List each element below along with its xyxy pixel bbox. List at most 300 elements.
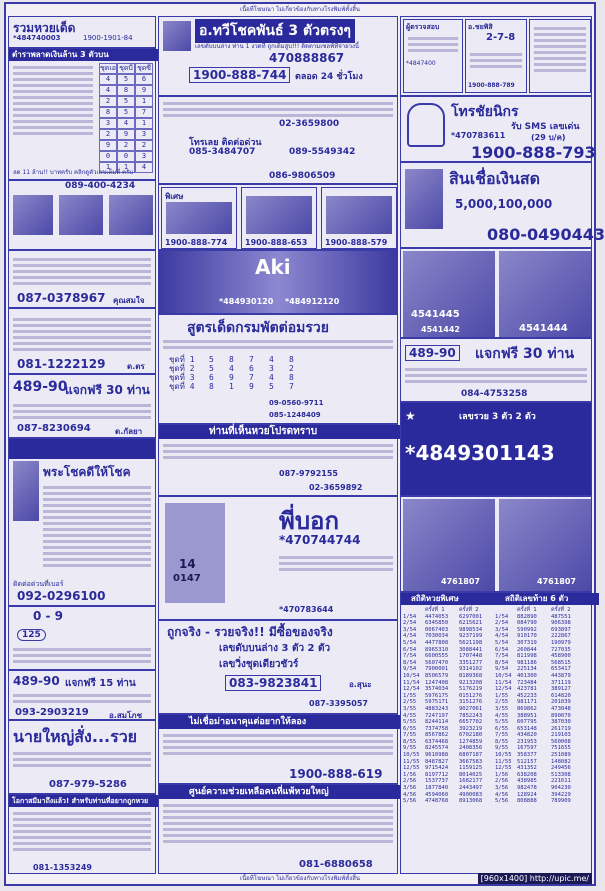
center-temple-phone-2: 02-3659892 xyxy=(309,483,363,492)
left-ad-3 xyxy=(8,308,156,374)
table-cell: 869862 xyxy=(517,705,537,712)
left-promo-490-code: 489-90 xyxy=(13,379,68,395)
table-cell: 882890 xyxy=(517,613,537,620)
table-cell: 9/55 xyxy=(495,745,509,752)
table-cell: 128924 xyxy=(517,791,537,798)
table-cell: 2/54 xyxy=(403,620,417,627)
center-top-phone: 1900-888-744 xyxy=(189,67,290,83)
table-cell: 3151276 xyxy=(459,699,483,706)
table-cell: 8244114 xyxy=(425,719,449,726)
table-cell: 7247197 xyxy=(425,712,449,719)
left-phone-2-name: คุณสมใจ xyxy=(113,296,145,305)
table-cell: 8965310 xyxy=(425,646,449,653)
table-cell: 811998 xyxy=(517,653,537,660)
center-sport-phone: 081-6880658 xyxy=(299,859,373,870)
table-cell: 890070 xyxy=(551,712,571,719)
table-cell: 5/55 xyxy=(495,719,509,726)
right-hot-badge-icon: ★ xyxy=(405,409,416,423)
table-cell: 387030 xyxy=(551,719,571,726)
table-cell: 8197712 xyxy=(425,771,449,778)
table-cell: 6345850 xyxy=(425,620,449,627)
right-photo-ads xyxy=(400,248,592,338)
table-cell: 4900083 xyxy=(459,791,483,798)
table-cell: 260844 xyxy=(517,646,537,653)
right-torsachai-price: (29 บ/ค) xyxy=(531,133,566,142)
center-top-sub: เลขดับบนล่าง ท่าน 1 งวดที่ ถูกเต็มสูบ!!! ติดตามเซลฟ์ที่จ่ายวงนี้ xyxy=(195,43,360,50)
table-cell: 401300 xyxy=(517,672,537,679)
center-temple-title: ท่านที่เห็นหวยโปรดทราบ xyxy=(159,425,445,439)
table-row xyxy=(403,752,589,759)
right-torsachai-ad xyxy=(400,96,596,162)
center-top-title: อ.ทวีโชคพันธ์ 3 ตัวตรงๆ xyxy=(195,19,355,43)
table-cell: 2/54 xyxy=(495,620,509,627)
table-row xyxy=(403,759,589,766)
image-caption: [960x1400] http://upic.me/ xyxy=(478,873,592,884)
table-cell: 473048 xyxy=(551,705,571,712)
left-top-ad xyxy=(8,16,156,48)
left-lucky-phone: 092-0296100 xyxy=(17,589,106,603)
left-phone-2: 087-0378967 xyxy=(17,291,106,305)
center-nobelief-phone: 1900-888-619 xyxy=(289,767,383,781)
table-cell: 222867 xyxy=(551,633,571,640)
center-winners-sub: เลขดับบนล่าง 3 ตัว 2 ตัว xyxy=(219,643,331,654)
table-cell: 5/54 xyxy=(403,639,417,646)
table-cell: 438985 xyxy=(517,778,537,785)
table-cell: 3/55 xyxy=(495,705,509,712)
left-phone-4-name: ด.ตร xyxy=(127,362,145,371)
center-winners-phone: 083-9823841 xyxy=(225,675,321,691)
table-row xyxy=(403,765,589,772)
right-promo-title: 489-90 xyxy=(405,345,460,361)
table-cell: 513308 xyxy=(551,771,571,778)
ticket-photo-1 xyxy=(13,195,53,235)
table-cell: 607795 xyxy=(517,719,537,726)
table-cell: 6/54 xyxy=(495,646,509,653)
table-cell: 7/55 xyxy=(495,732,509,739)
table-cell: 261719 xyxy=(551,725,571,732)
left-phone-3-name: ด.กัลยา xyxy=(115,427,143,436)
left-last-title: โอกาสมีมาถึงแล้ว! สำหรับท่านที่อยากถูกหวย xyxy=(9,795,158,807)
table-cell: 4/56 xyxy=(403,791,417,798)
table-cell: 7/55 xyxy=(403,732,417,739)
table-cell: 1682177 xyxy=(459,778,483,785)
left-promo-490-b xyxy=(8,670,156,720)
kiosk-3 xyxy=(321,187,397,249)
left-promo-490-text: แจกฟรี 30 ท่าน xyxy=(65,383,150,397)
table-cell: 723484 xyxy=(517,679,537,686)
table-row xyxy=(403,680,589,687)
center-phone-2: 089-5549342 xyxy=(289,147,356,157)
center-top-hours: ตลอด 24 ชั่วโมง xyxy=(295,72,363,82)
table-cell: 12/54 xyxy=(495,686,512,693)
center-aki-code-1: *484930120 xyxy=(219,297,274,306)
table-cell: 9314102 xyxy=(459,666,483,673)
table-cell: 904230 xyxy=(551,785,571,792)
table-cell: 443879 xyxy=(551,672,571,679)
table-cell: 487551 xyxy=(551,613,571,620)
center-aki-ad xyxy=(158,250,398,314)
left-last-phone: 081-1353249 xyxy=(33,863,92,872)
left-phone-5-name: อ.สมโภช xyxy=(109,711,142,720)
newspaper-page xyxy=(4,2,605,886)
table-cell: 8/55 xyxy=(495,738,509,745)
kiosk-2 xyxy=(241,187,317,249)
table-cell: 190979 xyxy=(551,639,571,646)
table-row xyxy=(403,745,589,752)
table-cell: 4883243 xyxy=(425,705,449,712)
left-formula-table: ชุดเอ ชุดบี ชุดซี 4 5 6 4 8 9 2 5 1 8 5 7 3 4 1 2 9 3 9 2 2 0 0 3 1 1 4 xyxy=(100,64,152,171)
right-promo-phone: 084-4753258 xyxy=(461,389,528,399)
table-cell: 5607470 xyxy=(425,659,449,666)
table-cell: 8014025 xyxy=(459,771,483,778)
table-cell: 5976175 xyxy=(425,692,449,699)
center-formula-table: ชุดที่ 1 5 8 7 4 8 ชุดที่ 2 5 4 6 3 2 ชุดที่ 3 6 9 7 4 8 ชุดที่ 4 8 1 9 5 7 xyxy=(169,355,294,391)
table-cell: 3/55 xyxy=(403,705,417,712)
table-cell: 167597 xyxy=(517,745,537,752)
table-row xyxy=(403,726,589,733)
table-cell: 1274859 xyxy=(459,738,483,745)
table-cell: 5975171 xyxy=(425,699,449,706)
left-boss-title: นายใหญ่สั่ง...รวย xyxy=(13,727,138,746)
center-winners-block xyxy=(158,620,398,714)
center-pikad-block xyxy=(158,496,398,620)
table-cell: 560008 xyxy=(551,738,571,745)
table-cell: 231953 xyxy=(517,738,537,745)
center-top-ad xyxy=(158,16,398,96)
right-top-ad-3 xyxy=(529,19,591,93)
table-cell: 6215621 xyxy=(459,620,483,627)
center-pikad-code: *470744744 xyxy=(279,533,361,547)
table-cell: 6/55 xyxy=(403,725,417,732)
right-top-phone: 1900-888-789 xyxy=(468,82,515,89)
right-top-ads xyxy=(400,16,592,96)
center-formula-phone-2: 085-1248409 xyxy=(269,411,321,419)
table-row xyxy=(403,627,589,634)
table-cell: 8913068 xyxy=(459,798,483,805)
center-nobelief-block xyxy=(158,714,398,784)
table-cell: 8245574 xyxy=(425,745,449,752)
table-row xyxy=(403,620,589,627)
table-cell: 9610988 xyxy=(425,752,449,759)
table-cell: 8189368 xyxy=(459,672,483,679)
table-cell: 4594060 xyxy=(425,791,449,798)
right-top-ad-2 xyxy=(465,19,527,93)
right-top-label-1: ผู้ตรวจสอบ xyxy=(406,23,440,31)
left-boss-phone: 087-979-5286 xyxy=(49,779,127,790)
card-number: 14 xyxy=(179,557,196,571)
left-lucky-block xyxy=(8,438,156,606)
table-cell: 2/55 xyxy=(403,699,417,706)
table-row xyxy=(403,647,589,654)
table-cell: 614820 xyxy=(551,692,571,699)
aeon-card xyxy=(405,169,443,229)
table-cell: 3088441 xyxy=(459,646,483,653)
right-torsachai-title: โทรชัยนิกร xyxy=(451,104,519,120)
table-cell: 5176219 xyxy=(459,686,483,693)
left-code-125: 125 xyxy=(17,629,46,641)
table-cell: 4/55 xyxy=(403,712,417,719)
center-phone: 085-3484707 xyxy=(189,147,256,157)
left-top-code: *484740003 xyxy=(13,34,61,42)
right-hot-code: *4849301143 xyxy=(405,441,555,465)
table-cell: 7374758 xyxy=(425,725,449,732)
table-cell: 5/54 xyxy=(495,639,509,646)
table-cell: 11/55 xyxy=(495,758,512,765)
center-kiosk-row xyxy=(158,184,398,250)
table-row xyxy=(403,653,589,660)
table-cell: 221611 xyxy=(551,778,571,785)
table-cell: 981186 xyxy=(517,659,537,666)
table-cell: 512157 xyxy=(517,758,537,765)
right-aeon-phone: 080-0490443 xyxy=(487,225,605,244)
center-bottom-phone: 087-3395057 xyxy=(309,699,368,708)
center-sport-block xyxy=(158,784,398,874)
table-row xyxy=(403,792,589,799)
center-nobelief-title: ไม่เชื่อม่าอนาคุแต่อยากให้ลอง xyxy=(159,715,425,729)
table-cell: 9715424 xyxy=(425,765,449,772)
table-cell: 7/54 xyxy=(495,653,509,660)
table-cell: 5621198 xyxy=(459,639,483,646)
center-phone-3: 086-9806509 xyxy=(269,171,336,181)
table-row xyxy=(403,693,589,700)
center-call-label: โทรเลย ติดต่อด่วน xyxy=(189,138,262,148)
left-phone-3: 087-8230694 xyxy=(17,423,91,434)
left-lucky-title: พระโชคดีให้โชค xyxy=(43,465,131,479)
table-cell: 808888 xyxy=(517,798,537,805)
table-cell: 3351277 xyxy=(459,659,483,666)
card-number-2: 0147 xyxy=(173,573,201,584)
table-cell: 7900001 xyxy=(425,666,449,673)
table-cell: 910170 xyxy=(517,633,537,640)
right-torsachai-code: *470783611 xyxy=(451,131,506,140)
table-row xyxy=(403,706,589,713)
table-cell: 9/54 xyxy=(495,666,509,673)
kiosk-1-title: พิเศษ xyxy=(165,192,184,201)
table-cell: 371119 xyxy=(551,679,571,686)
table-cell: 11/54 xyxy=(495,679,512,686)
table-cell: 6374468 xyxy=(425,738,449,745)
table-row xyxy=(403,633,589,640)
table-cell: 653417 xyxy=(551,666,571,673)
table-row xyxy=(403,660,589,667)
right-promo-text: แจกฟรี 30 ท่าน xyxy=(475,346,575,362)
ticket-photo-2 xyxy=(59,195,103,235)
table-cell: 423781 xyxy=(517,686,537,693)
table-cell: 982478 xyxy=(517,785,537,792)
right-hot-title: เลขรวย 3 ตัว 2 ตัว xyxy=(459,412,536,422)
table-cell: 10/55 xyxy=(495,752,512,759)
table-row xyxy=(403,785,589,792)
table-cell: 219103 xyxy=(551,732,571,739)
table-cell: 084790 xyxy=(517,620,537,627)
table-cell: 8567862 xyxy=(425,732,449,739)
table-cell: 789909 xyxy=(551,798,571,805)
table-cell: 0067403 xyxy=(425,626,449,633)
left-lucky-phone-text: ติดต่อด่วนที่เบอร์ xyxy=(13,580,64,588)
table-cell: 8/55 xyxy=(403,738,417,745)
table-cell: 9/55 xyxy=(403,745,417,752)
right-torsachai-phone: 1900-888-793 xyxy=(471,143,596,162)
table-cell: 693897 xyxy=(551,626,571,633)
left-promo-490 xyxy=(8,374,156,438)
table-cell: 251089 xyxy=(551,752,571,759)
table-cell: 12/55 xyxy=(495,765,512,772)
stats-table xyxy=(403,607,589,805)
table-cell: 2/55 xyxy=(495,699,509,706)
right-zeed-code-1: 4761807 xyxy=(441,577,480,586)
table-cell: 8487827 xyxy=(425,758,449,765)
table-cell: 9237199 xyxy=(459,633,483,640)
table-cell: 6/54 xyxy=(403,646,417,653)
table-cell: 981171 xyxy=(517,699,537,706)
table-cell: 3667583 xyxy=(459,758,483,765)
table-cell: 5/56 xyxy=(403,798,417,805)
table-cell: 7/54 xyxy=(403,653,417,660)
table-cell: 1537737 xyxy=(425,778,449,785)
table-cell: 3/56 xyxy=(495,785,509,792)
table-cell: 751655 xyxy=(551,745,571,752)
table-cell: 4/56 xyxy=(495,791,509,798)
table-cell: 6297001 xyxy=(459,613,483,620)
table-cell: 1/54 xyxy=(495,613,509,620)
center-pikad-title: พี่บอก xyxy=(279,507,339,535)
header-tagline: เนื้อที่โฆษณา ไม่เกี่ยวข้องกับทางโรงพิมพ์ทั้งสิ้น xyxy=(240,6,360,13)
table-cell: 1/56 xyxy=(495,771,509,778)
table-row xyxy=(403,732,589,739)
center-formula-block xyxy=(158,314,398,424)
ticket-photo-3 xyxy=(109,195,153,235)
center-temple-phone: 087-9792155 xyxy=(279,469,338,478)
right-torsachai-sub: รับ SMS เลขเด่น xyxy=(511,122,580,132)
table-cell: 394229 xyxy=(551,791,571,798)
table-cell: 6807187 xyxy=(459,752,483,759)
table-cell: 3923219 xyxy=(459,725,483,732)
center-winners-sub-2: เลขวิ่งชุดเดียวชัวร์ xyxy=(219,659,299,670)
table-cell: 389127 xyxy=(551,686,571,693)
kiosk-3-phone: 1900-888-579 xyxy=(325,238,388,247)
right-aeon-code-1: 4541445 xyxy=(411,309,460,320)
table-cell: 590992 xyxy=(517,626,537,633)
table-cell: 307319 xyxy=(517,639,537,646)
center-top-photo xyxy=(163,21,191,51)
table-cell: 0151276 xyxy=(459,692,483,699)
table-row xyxy=(403,699,589,706)
table-cell: 5/55 xyxy=(403,719,417,726)
table-cell: 638208 xyxy=(517,771,537,778)
stats-title-a: สถิติหวยพิเศษ xyxy=(401,593,505,605)
right-top-code: *4847400 xyxy=(406,60,436,67)
table-cell: 11/54 xyxy=(403,679,420,686)
center-top-phone-2: 02-3659800 xyxy=(279,119,340,129)
center-formula-title: สูตรเด็ดกรมพัตต่อมรวย xyxy=(187,320,329,336)
table-cell: 7030034 xyxy=(425,633,449,640)
table-cell: 653148 xyxy=(517,725,537,732)
left-formula-title: ตำราพลาดเงินล้าน 3 ตัวบน xyxy=(9,49,158,61)
table-cell: 6657702 xyxy=(459,719,483,726)
center-call-block xyxy=(158,96,398,184)
table-cell: 2/56 xyxy=(495,778,509,785)
table-cell: 8506579 xyxy=(425,672,449,679)
center-temple-block xyxy=(158,424,398,496)
table-cell: 6/55 xyxy=(495,725,509,732)
center-pikad-code-2: *470783644 xyxy=(279,605,334,614)
right-aeon-code-3: 4541444 xyxy=(519,323,568,334)
table-cell: 1/56 xyxy=(403,771,417,778)
right-stats-block xyxy=(400,592,592,874)
table-cell: 201039 xyxy=(551,699,571,706)
table-row xyxy=(403,686,589,693)
table-cell: 1/55 xyxy=(403,692,417,699)
left-last-block xyxy=(8,794,156,874)
kiosk-2-phone: 1900-888-653 xyxy=(245,238,308,247)
table-cell: 1707448 xyxy=(459,653,483,660)
table-cell: 3/56 xyxy=(403,785,417,792)
table-row xyxy=(403,719,589,726)
right-aeon-ad xyxy=(400,162,605,248)
stats-header-row: ครั้งที่ 1 ครั้งที่ 2 ครั้งที่ 1 ครั้งที่ 2 xyxy=(425,607,571,613)
right-top-label-2: อ.ชยพิสิ xyxy=(468,23,493,31)
left-formula-note: ลด 11 ล้าน!! บาทครับ คลิกดูตัวเลขเต็มที่ ครับ xyxy=(13,169,134,176)
table-cell: 568515 xyxy=(551,659,571,666)
table-cell: 3/54 xyxy=(403,626,417,633)
right-top-date: 2-7-8 xyxy=(486,32,516,43)
table-cell: 458900 xyxy=(551,653,571,660)
right-aeon-code-2: 4541442 xyxy=(421,325,460,334)
left-top-phone: 1900-1901-84 xyxy=(83,34,133,42)
left-phone-5: 093-2903219 xyxy=(15,707,89,718)
left-formula-text xyxy=(13,63,93,138)
center-winners-phone-name: อ.สุนะ xyxy=(349,680,372,689)
lucky-photo xyxy=(13,461,39,521)
left-zero-nine xyxy=(8,606,156,670)
table-row xyxy=(403,739,589,746)
table-cell: 4477808 xyxy=(425,639,449,646)
table-cell: 434820 xyxy=(517,732,537,739)
table-row xyxy=(403,673,589,680)
table-cell: 148082 xyxy=(551,758,571,765)
center-top-code: 470888867 xyxy=(269,51,345,65)
right-top-ad-1 xyxy=(403,19,463,93)
right-aeon-title: สินเชื่อเงินสด xyxy=(449,169,541,188)
table-cell: 3/54 xyxy=(495,626,509,633)
left-ad-2 xyxy=(8,250,156,308)
table-cell: 358377 xyxy=(517,752,537,759)
table-cell: 9027061 xyxy=(459,705,483,712)
hand-icon xyxy=(407,103,445,147)
table-cell: 5/56 xyxy=(495,798,509,805)
left-boss-block xyxy=(8,720,156,794)
table-cell: 3574034 xyxy=(425,686,449,693)
table-cell: 1247408 xyxy=(425,679,449,686)
table-cell: 2/56 xyxy=(403,778,417,785)
right-zeed-code-2: 4761807 xyxy=(537,577,576,586)
right-promo-block xyxy=(400,338,592,402)
table-cell: 12/54 xyxy=(403,686,420,693)
kiosk-1-phone: 1900-888-774 xyxy=(165,238,228,247)
stats-title-b: สถิติเลขท้าย 6 ตัว xyxy=(497,593,599,605)
footer-tagline: เนื้อที่โฆษณา ไม่เกี่ยวข้องกับทางโรงพิมพ์ทั้งสิ้น xyxy=(240,875,360,882)
left-top-title: รวมหวยเด็ด xyxy=(13,21,76,35)
right-hot-block xyxy=(400,402,592,496)
table-cell: 388951 xyxy=(517,712,537,719)
table-cell: 6702180 xyxy=(459,732,483,739)
table-cell: 8/54 xyxy=(403,659,417,666)
table-cell: 4/54 xyxy=(403,633,417,640)
table-cell: 2408356 xyxy=(459,745,483,752)
left-zero-nine-text: 0 - 9 xyxy=(33,609,64,623)
right-aeon-amount: 5,000,100,000 xyxy=(455,197,553,211)
center-aki-code-2: *484912120 xyxy=(285,297,340,306)
